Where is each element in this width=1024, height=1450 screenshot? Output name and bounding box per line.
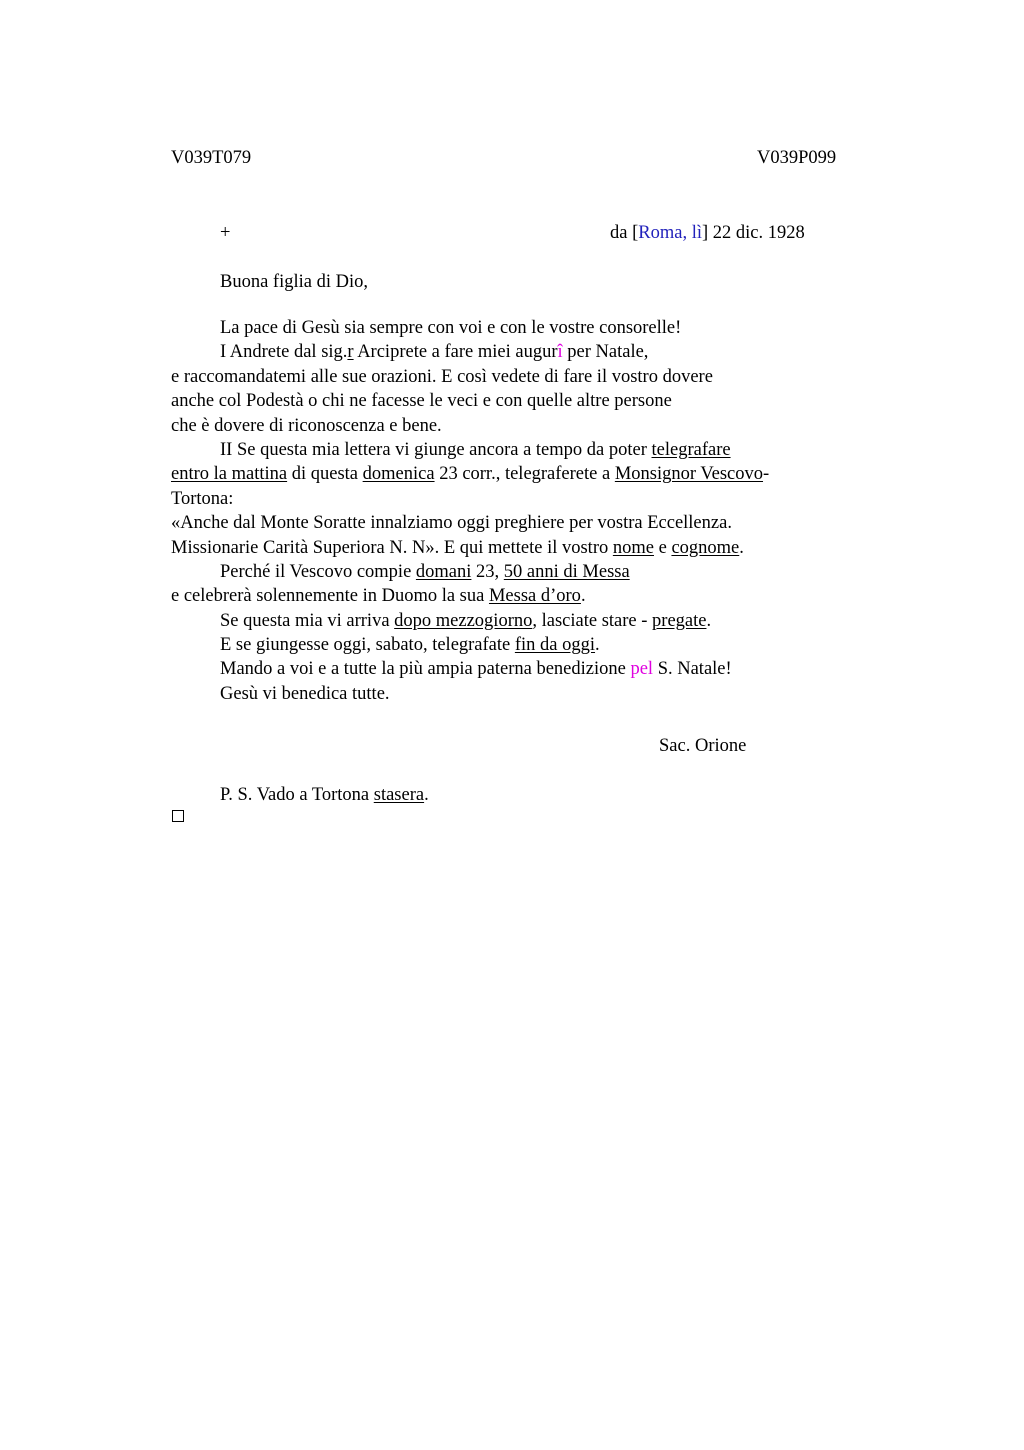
- body-line: [171, 438, 851, 462]
- underlined-text: stasera: [373, 785, 425, 805]
- dateline-place: Roma, lì: [638, 223, 702, 243]
- underlined-text: nome: [612, 537, 654, 558]
- body-line: «Anche dal Monte Soratte innalziamo oggi preghiere per vostra Eccellenza.: [171, 513, 732, 534]
- text: per Natale,: [562, 342, 649, 363]
- underlined-text: entro la mattina: [171, 464, 288, 485]
- highlighted-text: î: [557, 342, 563, 363]
- cross-symbol: +: [220, 223, 231, 243]
- text: S. Natale!: [653, 659, 732, 680]
- postscript: [220, 783, 429, 807]
- text: Mando a voi e a tutte la più ampia paterna benedizione: [220, 659, 631, 680]
- underlined-text: dopo mezzogiorno: [394, 610, 533, 631]
- signature: Sac. Orione: [659, 736, 747, 756]
- text: I Andrete dal sig.: [220, 342, 348, 363]
- text: di questa: [287, 464, 363, 485]
- highlighted-text: pel: [630, 659, 654, 680]
- body-line: anche col Podestà o chi ne facesse le veci e con quelle altre persone: [171, 391, 672, 412]
- text: e: [653, 537, 672, 558]
- underlined-text: cognome: [671, 537, 740, 558]
- dateline-prefix: da [: [610, 223, 639, 243]
- text: Se questa mia vi arriva: [220, 610, 395, 631]
- body-line: [171, 584, 851, 608]
- body-line: [171, 536, 851, 560]
- text: .: [595, 635, 600, 656]
- text: 23 corr., telegraferete a: [434, 464, 615, 485]
- body-line: [171, 609, 851, 633]
- body-line: [171, 560, 851, 584]
- underlined-text: domani: [415, 561, 472, 582]
- body-line: [171, 633, 851, 657]
- text: .: [580, 586, 586, 607]
- text: -: [763, 464, 770, 485]
- text: Perché il Vescovo compie: [220, 561, 416, 582]
- salutation: Buona figlia di Dio,: [220, 272, 368, 292]
- body-line: che è dovere di riconoscenza e bene.: [171, 415, 442, 436]
- letter-body: [171, 316, 851, 706]
- body-line: La pace di Gesù sia sempre con voi e con le vostre consorelle!: [220, 318, 682, 338]
- text: .: [739, 537, 744, 558]
- dateline: [610, 221, 805, 245]
- end-square-icon: [172, 810, 184, 822]
- text: II Se questa mia lettera vi giunge ancora a tempo da poter: [220, 439, 652, 460]
- text: Missionarie Carità Superiora N. N». E qui mettete il vostro: [171, 537, 613, 558]
- underlined-text: Monsignor Vescovo: [614, 464, 764, 485]
- body-line: [171, 462, 851, 486]
- text: 23,: [471, 561, 504, 582]
- underlined-text: telegrafare: [651, 439, 731, 460]
- document-code-left: V039T079: [171, 148, 252, 168]
- underlined-text: fin da oggi: [514, 635, 596, 656]
- text: Arciprete a fare miei augur: [353, 342, 558, 363]
- body-line: e raccomandatemi alle sue orazioni. E così vedete di fare il vostro dovere: [171, 366, 713, 387]
- underlined-text: r: [347, 342, 354, 363]
- body-line: [171, 340, 851, 364]
- text: e celebrerà solennemente in Duomo la sua: [171, 586, 489, 607]
- body-line: Tortona:: [171, 488, 234, 509]
- underlined-text: pregate: [652, 610, 707, 631]
- underlined-text: 50 anni di Messa: [503, 561, 630, 582]
- text: .: [424, 785, 429, 805]
- underlined-text: Messa d’oro: [488, 586, 581, 607]
- document-code-right: V039P099: [757, 148, 837, 168]
- postscript-text: P. S. Vado a Tortona: [220, 785, 374, 805]
- body-line: Gesù vi benedica tutte.: [220, 683, 390, 704]
- body-line: [171, 657, 851, 681]
- text: .: [706, 610, 712, 631]
- text: E se giungesse oggi, sabato, telegrafate: [220, 635, 515, 656]
- text: , lasciate stare -: [532, 610, 653, 631]
- underlined-text: domenica: [362, 464, 435, 485]
- dateline-date: ] 22 dic. 1928: [701, 223, 805, 243]
